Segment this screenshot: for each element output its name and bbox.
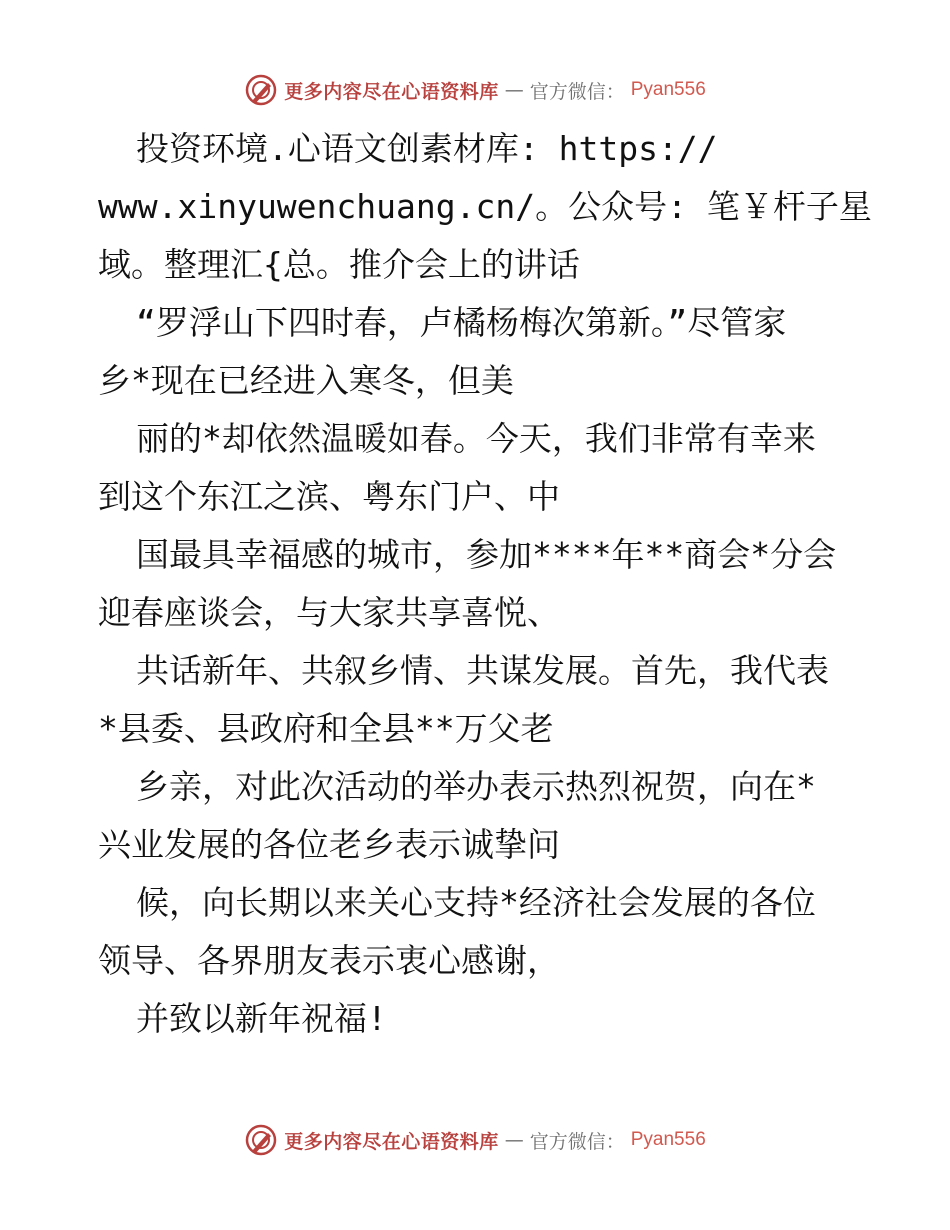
document-body — [98, 120, 888, 1048]
pen-logo-icon — [244, 1123, 278, 1157]
text-line: 共话新年、共叙乡情、共谋发展。首先，我代表 — [136, 651, 829, 690]
text-line: *县委、县政府和全县**万父老 — [98, 709, 554, 748]
pen-logo-icon — [244, 73, 278, 107]
text-line: 国最具幸福感的城市，参加****年**商会*分会 — [136, 535, 837, 574]
text-line: 丽的*却依然温暖如春。今天，我们非常有幸来 — [136, 419, 816, 458]
watermark-wechat-label: 官方微信： — [529, 80, 625, 103]
watermark-wechat-id: Pyan556 — [630, 79, 706, 100]
text-line: “罗浮山下四时春，卢橘杨梅次第新。”尽管家 — [136, 303, 787, 342]
watermark-main-text: 更多内容尽在心语资料库 — [284, 80, 499, 103]
watermark-main-text: 更多内容尽在心语资料库 — [284, 1130, 499, 1153]
text-line: 投资环境.心语文创素材库: https:// — [136, 129, 718, 168]
watermark-dash: — — [504, 79, 524, 101]
watermark-wechat-id: Pyan556 — [630, 1129, 706, 1150]
watermark-wechat-label: 官方微信： — [529, 1130, 625, 1153]
watermark-dash: — — [504, 1129, 524, 1151]
text-line: 乡*现在已经进入寒冬，但美 — [98, 361, 514, 400]
text-line: 兴业发展的各位老乡表示诚挚问 — [98, 825, 560, 864]
text-line: 乡亲，对此次活动的举办表示热烈祝贺，向在* — [136, 767, 816, 806]
text-line: www.xinyuwenchuang.cn/。公众号: 笔￥杆子星 — [98, 187, 872, 226]
header-watermark — [0, 70, 950, 110]
footer-watermark — [0, 1120, 950, 1160]
text-line: 迎春座谈会，与大家共享喜悦、 — [98, 593, 560, 632]
text-line: 到这个东江之滨、粤东门户、中 — [98, 477, 560, 516]
text-line: 候，向长期以来关心支持*经济社会发展的各位 — [136, 883, 816, 922]
text-line: 域。整理汇{总。推介会上的讲话 — [98, 245, 580, 284]
text-line: 领导、各界朋友表示衷心感谢， — [98, 941, 560, 980]
text-line: 并致以新年祝福! — [136, 999, 387, 1038]
